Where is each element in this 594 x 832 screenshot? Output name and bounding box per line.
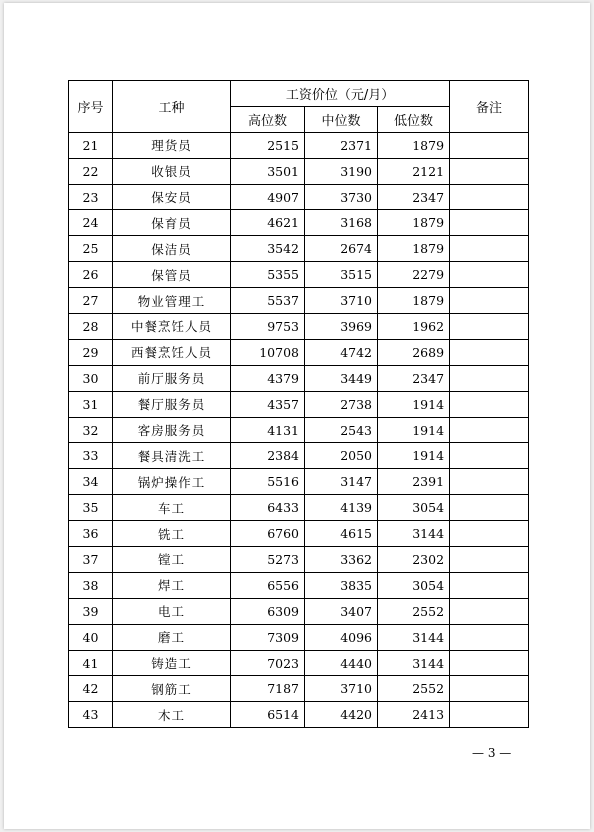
row-seq: 21 (69, 132, 113, 158)
row-high: 7023 (231, 650, 305, 676)
table-header-row (69, 81, 529, 107)
row-job: 保管员 (113, 262, 231, 288)
header-mid: 中位数 (305, 106, 378, 132)
table-row (69, 158, 529, 184)
row-high: 9753 (231, 314, 305, 340)
row-job: 铣工 (113, 521, 231, 547)
row-seq: 39 (69, 598, 113, 624)
row-seq: 42 (69, 676, 113, 702)
row-job: 磨工 (113, 624, 231, 650)
row-high: 4357 (231, 391, 305, 417)
row-seq: 37 (69, 547, 113, 573)
row-mid: 2371 (305, 132, 378, 158)
row-seq: 36 (69, 521, 113, 547)
row-low: 1914 (378, 417, 450, 443)
table-row (69, 314, 529, 340)
row-seq: 24 (69, 210, 113, 236)
row-mid: 3730 (305, 184, 378, 210)
row-high: 7309 (231, 624, 305, 650)
row-mid: 4139 (305, 495, 378, 521)
table-row (69, 443, 529, 469)
row-remark (450, 443, 529, 469)
row-mid: 3449 (305, 365, 378, 391)
row-job: 保育员 (113, 210, 231, 236)
table-body (69, 132, 529, 727)
row-low: 2302 (378, 547, 450, 573)
row-seq: 28 (69, 314, 113, 340)
table-row (69, 288, 529, 314)
row-high: 2515 (231, 132, 305, 158)
row-high: 3501 (231, 158, 305, 184)
row-job: 镗工 (113, 547, 231, 573)
table-row (69, 132, 529, 158)
table-row (69, 417, 529, 443)
row-job: 餐厅服务员 (113, 391, 231, 417)
row-mid: 3407 (305, 598, 378, 624)
table-row (69, 676, 529, 702)
row-remark (450, 417, 529, 443)
row-job: 西餐烹饪人员 (113, 339, 231, 365)
row-job: 锅炉操作工 (113, 469, 231, 495)
row-job: 钢筋工 (113, 676, 231, 702)
row-job: 前厅服务员 (113, 365, 231, 391)
row-seq: 34 (69, 469, 113, 495)
row-mid: 3168 (305, 210, 378, 236)
row-low: 1914 (378, 443, 450, 469)
row-mid: 4742 (305, 339, 378, 365)
row-high: 6433 (231, 495, 305, 521)
table-row (69, 521, 529, 547)
row-remark (450, 184, 529, 210)
row-low: 3144 (378, 624, 450, 650)
table-row (69, 572, 529, 598)
row-high: 4621 (231, 210, 305, 236)
row-seq: 30 (69, 365, 113, 391)
table-row (69, 469, 529, 495)
table-row (69, 184, 529, 210)
table-row (69, 262, 529, 288)
row-low: 2552 (378, 598, 450, 624)
row-seq: 25 (69, 236, 113, 262)
row-remark (450, 521, 529, 547)
row-seq: 38 (69, 572, 113, 598)
row-mid: 4440 (305, 650, 378, 676)
row-high: 6556 (231, 572, 305, 598)
row-low: 2413 (378, 702, 450, 728)
header-remark: 备注 (450, 81, 529, 133)
row-job: 收银员 (113, 158, 231, 184)
row-low: 1962 (378, 314, 450, 340)
table-row (69, 495, 529, 521)
table-row (69, 702, 529, 728)
row-low: 3144 (378, 650, 450, 676)
row-high: 6514 (231, 702, 305, 728)
row-remark (450, 132, 529, 158)
row-mid: 3515 (305, 262, 378, 288)
row-remark (450, 210, 529, 236)
row-remark (450, 495, 529, 521)
row-mid: 2674 (305, 236, 378, 262)
table-row (69, 650, 529, 676)
row-mid: 3835 (305, 572, 378, 598)
row-mid: 2050 (305, 443, 378, 469)
row-job: 中餐烹饪人员 (113, 314, 231, 340)
row-remark (450, 650, 529, 676)
row-low: 1914 (378, 391, 450, 417)
row-low: 3054 (378, 572, 450, 598)
row-mid: 3190 (305, 158, 378, 184)
row-low: 1879 (378, 210, 450, 236)
row-job: 理货员 (113, 132, 231, 158)
row-mid: 4615 (305, 521, 378, 547)
row-high: 10708 (231, 339, 305, 365)
page-number: — 3 — (472, 746, 512, 760)
table-row (69, 210, 529, 236)
header-job: 工种 (113, 81, 231, 133)
row-job: 焊工 (113, 572, 231, 598)
row-high: 5516 (231, 469, 305, 495)
row-remark (450, 676, 529, 702)
row-low: 2347 (378, 184, 450, 210)
row-high: 6309 (231, 598, 305, 624)
row-remark (450, 624, 529, 650)
table-row (69, 236, 529, 262)
header-low: 低位数 (378, 106, 450, 132)
row-low: 2552 (378, 676, 450, 702)
row-remark (450, 598, 529, 624)
row-seq: 31 (69, 391, 113, 417)
row-high: 5537 (231, 288, 305, 314)
document-page (4, 3, 590, 829)
header-seq: 序号 (69, 81, 113, 133)
row-remark (450, 572, 529, 598)
row-high: 4131 (231, 417, 305, 443)
row-high: 4907 (231, 184, 305, 210)
row-mid: 4096 (305, 624, 378, 650)
row-low: 2279 (378, 262, 450, 288)
row-remark (450, 158, 529, 184)
row-seq: 29 (69, 339, 113, 365)
row-seq: 32 (69, 417, 113, 443)
row-job: 木工 (113, 702, 231, 728)
row-seq: 41 (69, 650, 113, 676)
row-job: 电工 (113, 598, 231, 624)
row-job: 车工 (113, 495, 231, 521)
row-remark (450, 339, 529, 365)
row-low: 2347 (378, 365, 450, 391)
row-seq: 33 (69, 443, 113, 469)
row-high: 5355 (231, 262, 305, 288)
header-wage-group: 工资价位（元/月） (231, 81, 450, 107)
table-row (69, 598, 529, 624)
row-remark (450, 469, 529, 495)
row-mid: 4420 (305, 702, 378, 728)
row-remark (450, 547, 529, 573)
row-seq: 22 (69, 158, 113, 184)
row-mid: 3710 (305, 288, 378, 314)
row-high: 6760 (231, 521, 305, 547)
row-remark (450, 365, 529, 391)
row-job: 餐具清洗工 (113, 443, 231, 469)
row-job: 保安员 (113, 184, 231, 210)
row-seq: 26 (69, 262, 113, 288)
row-high: 3542 (231, 236, 305, 262)
row-low: 2391 (378, 469, 450, 495)
row-low: 1879 (378, 288, 450, 314)
table-row (69, 391, 529, 417)
row-remark (450, 702, 529, 728)
header-high: 高位数 (231, 106, 305, 132)
table-row (69, 365, 529, 391)
row-high: 4379 (231, 365, 305, 391)
row-job: 保洁员 (113, 236, 231, 262)
table-row (69, 339, 529, 365)
row-job: 铸造工 (113, 650, 231, 676)
row-mid: 2738 (305, 391, 378, 417)
row-seq: 23 (69, 184, 113, 210)
table-row (69, 547, 529, 573)
row-remark (450, 288, 529, 314)
row-seq: 40 (69, 624, 113, 650)
row-remark (450, 236, 529, 262)
row-low: 1879 (378, 132, 450, 158)
row-seq: 35 (69, 495, 113, 521)
row-low: 1879 (378, 236, 450, 262)
row-low: 3054 (378, 495, 450, 521)
row-mid: 3147 (305, 469, 378, 495)
row-seq: 43 (69, 702, 113, 728)
row-seq: 27 (69, 288, 113, 314)
wage-table (68, 80, 529, 728)
row-mid: 3969 (305, 314, 378, 340)
row-low: 2121 (378, 158, 450, 184)
row-low: 3144 (378, 521, 450, 547)
row-mid: 3362 (305, 547, 378, 573)
row-job: 客房服务员 (113, 417, 231, 443)
row-high: 7187 (231, 676, 305, 702)
row-remark (450, 314, 529, 340)
row-remark (450, 391, 529, 417)
row-mid: 2543 (305, 417, 378, 443)
row-job: 物业管理工 (113, 288, 231, 314)
row-mid: 3710 (305, 676, 378, 702)
row-remark (450, 262, 529, 288)
table-row (69, 624, 529, 650)
row-high: 5273 (231, 547, 305, 573)
row-low: 2689 (378, 339, 450, 365)
row-high: 2384 (231, 443, 305, 469)
